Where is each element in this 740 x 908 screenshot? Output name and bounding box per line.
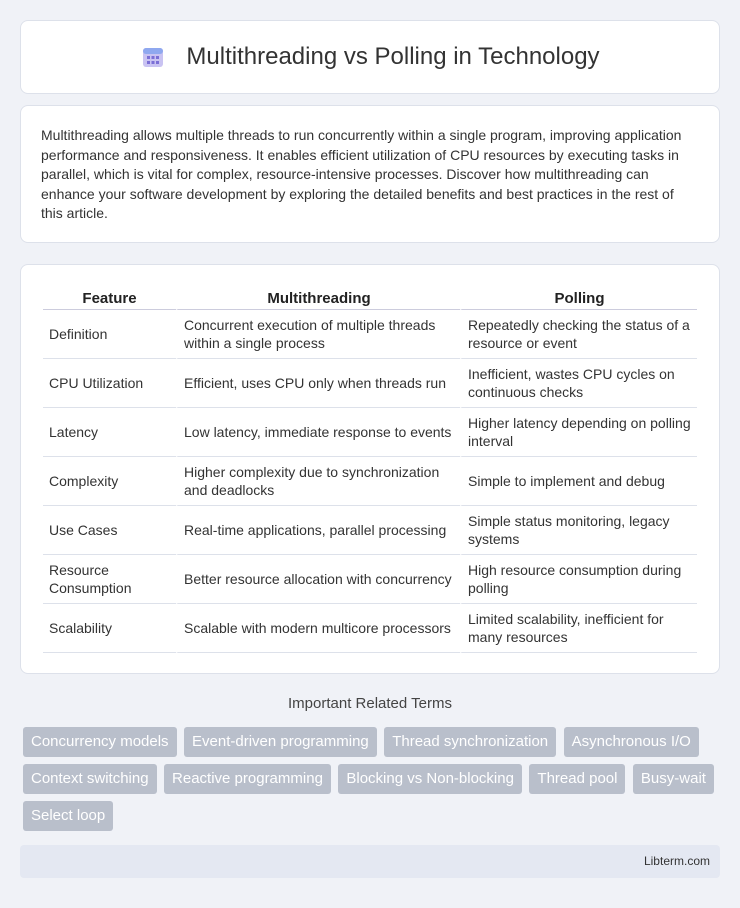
related-term-tag[interactable]: Blocking vs Non-blocking <box>338 764 522 794</box>
cell-feature: Scalability <box>43 604 176 653</box>
table-row <box>43 408 697 457</box>
cell-polling: Limited scalability, inefficient for many resources <box>460 604 697 653</box>
cell-multithreading: Higher complexity due to synchronization and deadlocks <box>176 457 460 506</box>
cell-multithreading: Real-time applications, parallel processing <box>176 506 460 555</box>
related-terms-title: Important Related Terms <box>288 695 452 712</box>
page-title: Multithreading vs Polling in Technology <box>186 43 600 70</box>
related-term-tag[interactable]: Context switching <box>23 764 157 794</box>
related-term-tag[interactable]: Event-driven programming <box>184 727 377 757</box>
cell-multithreading: Low latency, immediate response to events <box>176 408 460 457</box>
table-row <box>43 604 697 653</box>
footer-link[interactable]: Libterm.com <box>643 854 710 868</box>
cell-multithreading: Efficient, uses CPU only when threads run <box>176 359 460 408</box>
cell-polling: Higher latency depending on polling interval <box>460 408 697 457</box>
cell-polling: High resource consumption during polling <box>460 555 697 604</box>
comparison-table-card <box>20 264 720 674</box>
header-card <box>20 20 720 94</box>
comparison-table <box>43 285 697 653</box>
header-polling: Polling <box>460 285 697 310</box>
table-row <box>43 555 697 604</box>
intro-text: Multithreading allows multiple threads to run concurrently within a single program, improving application performance and responsiveness. It enables efficient utilization of CPU resources by executing tasks in parallel, which is vital for complex, resource-intensive processes. Discover how multithreading can enhance your software development by exploring the detailed benefits and best practices in the rest of this article. <box>41 127 682 221</box>
table-row <box>43 506 697 555</box>
footer <box>20 845 720 878</box>
related-term-tag[interactable]: Asynchronous I/O <box>564 727 699 757</box>
cell-polling: Repeatedly checking the status of a resource or event <box>460 310 697 359</box>
related-term-tag[interactable]: Select loop <box>23 801 113 831</box>
cell-feature: Definition <box>43 310 176 359</box>
related-terms-list <box>23 727 723 838</box>
cell-polling: Simple status monitoring, legacy systems <box>460 506 697 555</box>
calendar-icon <box>140 44 166 70</box>
cell-feature: CPU Utilization <box>43 359 176 408</box>
related-term-tag[interactable]: Thread pool <box>529 764 625 794</box>
table-row <box>43 457 697 506</box>
cell-polling: Inefficient, wastes CPU cycles on continuous checks <box>460 359 697 408</box>
related-term-tag[interactable]: Reactive programming <box>164 764 331 794</box>
cell-feature: Use Cases <box>43 506 176 555</box>
related-term-tag[interactable]: Thread synchronization <box>384 727 556 757</box>
intro-card <box>20 105 720 243</box>
table-header-row <box>43 285 697 310</box>
cell-multithreading: Scalable with modern multicore processors <box>176 604 460 653</box>
cell-polling: Simple to implement and debug <box>460 457 697 506</box>
related-term-tag[interactable]: Busy-wait <box>633 764 714 794</box>
cell-feature: Resource Consumption <box>43 555 176 604</box>
cell-multithreading: Better resource allocation with concurrency <box>176 555 460 604</box>
cell-feature: Latency <box>43 408 176 457</box>
table-row <box>43 310 697 359</box>
cell-multithreading: Concurrent execution of multiple threads within a single process <box>176 310 460 359</box>
cell-feature: Complexity <box>43 457 176 506</box>
related-term-tag[interactable]: Concurrency models <box>23 727 177 757</box>
header-feature: Feature <box>43 285 176 310</box>
header-multithreading: Multithreading <box>176 285 460 310</box>
table-row <box>43 359 697 408</box>
